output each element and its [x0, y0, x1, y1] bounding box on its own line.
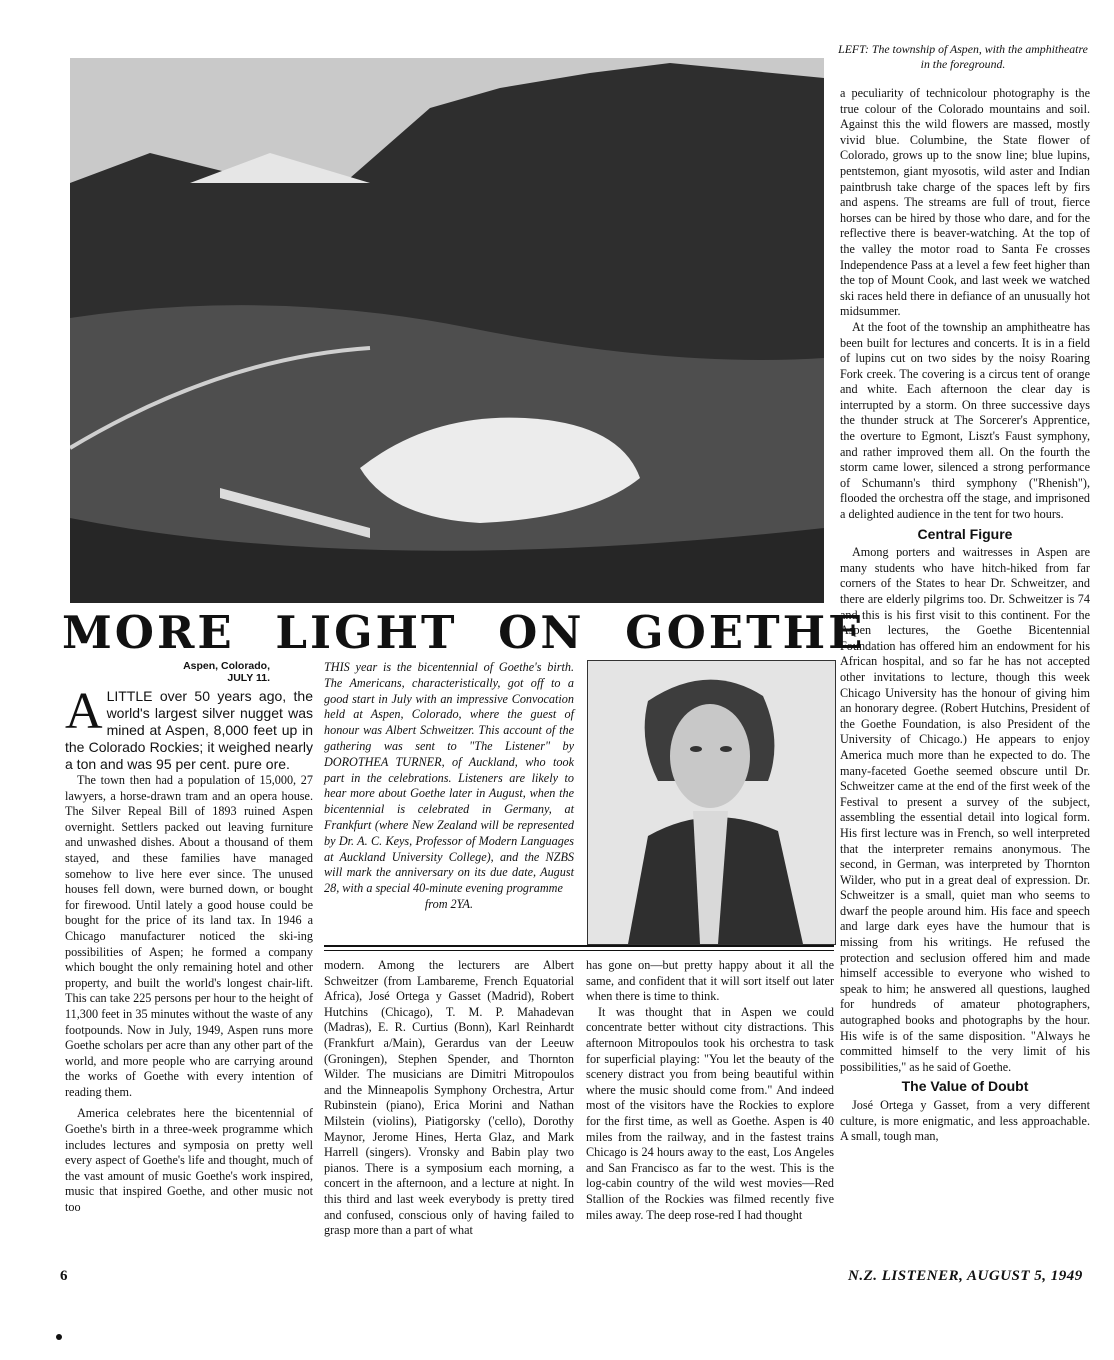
- paragraph: The town then had a population of 15,000, 27 lawyers, a horse-drawn tram and an opera house. The Silver Repeal Bill of 1893 ruined Aspen overnight. Settlers packed out leaving furniture and unwashed dishes. About a thousand of them stayed, and these families have managed somehow to live here ever since. The unused houses fell down, were burned down, or bought for firewood. Until lately a good house could be bought for the price of its land tax. In 1946 a Chicago manufacturer noticed the ski-ing possibilities of Aspen; he formed a company which bought the only remaining hotel and other property, and built the world's longest chair-lift. This can take 225 persons per hour to the height of 11,300 feet in 35 minutes without the waste of any footpounds. Now in July, 1949, Aspen runs more Goethe scholars per acre than any other part of the world, and more people who are carrying around the works of Goethe with every intention of reading them.: [65, 773, 313, 1099]
- paragraph: America celebrates here the bicentennial of Goethe's birth in a three-week programme which includes lectures and symposia on pretty well every aspect of Goethe's life and thought, much of the vast amount of music Goethe's work inspired, music that inspired Goethe, and other music not too: [65, 1106, 313, 1215]
- paragraph: José Ortega y Gasset, from a very different culture, is more enigmatic, and less approachable. A small, tough man,: [840, 1098, 1090, 1144]
- standfirst: [324, 660, 574, 913]
- paragraph: modern. Among the lecturers are Albert Schweitzer (from Lambareme, French Equatorial Africa), José Ortega y Gasset (Madrid), Robert Hutchins (Chicago), T. M. P. Mahadevan (Madras), E. R. Curtius (Bonn), Karl Reinhardt (Frankfurt a/Main), Gerardus van der Leeuw (Groningen), Stephen Spender, and Thornton Wilder. The musicians are Dimitri Mitropoulos and the Minneapolis Symphony Orchestra, Artur Rubinstein (piano), Erica Morini and Nathan Milstein (violins), Piatigorsky ('cello), Dorothy Maynor, Jerome Hines, Herta Glaz, and Mark Harrell (singers). Vronsky and Babin play two pianos. There is a symposium each morning, a concert in the afternoon, and a lecture at night. In this third and last week everybody is pretty tired and confused, conscious only of having failed to grasp more than a part of what: [324, 958, 574, 1238]
- subheading-central-figure: Central Figure: [917, 525, 1013, 542]
- section-rule: [324, 945, 834, 951]
- dateline-place: Aspen, Colorado,: [183, 660, 270, 672]
- goethe-portrait: [587, 660, 836, 945]
- dateline: [65, 660, 270, 684]
- dateline-date: JULY 11.: [227, 672, 270, 684]
- footer-masthead: N.Z. LISTENER, AUGUST 5, 1949: [848, 1268, 1083, 1284]
- lead-text: LITTLE over 50 years ago, the world's largest silver nugget was mined at Aspen, 8,000 feet up in the Colorado Rockies; it weighed nearly a ton and was 95 per cent. pure ore.: [65, 688, 313, 772]
- page-number: 6: [60, 1268, 68, 1284]
- paragraph: Among porters and waitresses in Aspen are many students who have hitch-hiked from far corners of the States to hear Dr. Schweitzer, and there are elderly pilgrims too. Dr. Schweitzer is 74 and this is his first visit to this continent. For the Aspen lectures, the Goethe Bicentennial Foundation has offered him an endowment for his African hospital, and so far he has not accepted other invitations to lecture, though this week Chicago University has the honour of giving him an honorary degree. (Robert Hutchins, President of the Goethe Foundation, is also President of the University of Chicago.) He appears to enjoy America much more than he expected to do. The many-faceted Goethe seemed obscure until Dr. Schweitzer came at the end of the first week of the Festival to present a survey of the subject, assembling the essential detail into logical form. His first lecture was in French, so well interpreted that the interpreter remains anonymous. The second, in German, was interpreted by Thornton Wilder, who put in a great deal of expression. Dr. Schweitzer is a small, quiet man who seems to dwarf the people around him. His face and speech and large dark eyes have the humour that is missing from his writings. He refused the protection and seclusion offered him and made himself accessible to everyone who wished to speak to him; he answered all questions, laughed for hundreds of amateur photographers, autographed books and photographs by the hour. His wife is of the same disposition. "Always he committed himself to the very limit of his possibilities," as he said of Goethe.: [840, 545, 1090, 1074]
- standfirst-text: THIS year is the bicentennial of Goethe's birth. The Americans, characteristically, got off to a good start in July with an impressive Convocation held at Aspen, Colorado, where the guest of honour was Albert Schweitzer. This account of the gathering was sent to "The Listener" by DOROTHEA TURNER, of Auckland, who took part in the celebrations. Listeners are likely to hear more about Goethe later in August, when the bicentennial is celebrated in Germany, at Frankfurt (where New Zealand will be represented by Dr. A. C. Keys, Professor of Modern Languages at Auckland University College), and the NZBS will mark the anniversary on its due date, August 28, with a special 40-minute evening programme: [324, 660, 574, 896]
- subheading-value-of-doubt: The Value of Doubt: [901, 1078, 1029, 1095]
- paragraph: At the foot of the township an amphitheatre has been built for lectures and concerts. It is in a field of lupins cut on two sides by the noisy Roaring Fork creek. The covering is a circus tent of orange and white. Each afternoon the clear day is interrupted by a storm. On three successive days the thunder struck at The Sorcerer's Apprentice, the overture to Egmont, Liszt's Faust symphony, and rather improved them all. On the fourth the storm came lower, silenced a strong performance of Schumann's third symphony ("Rhenish"), flooded the orchestra off the stage, and imprisoned a delighted audience in the tent for two hours.: [840, 319, 1090, 522]
- drop-cap: A: [65, 683, 103, 740]
- column-3: [586, 958, 834, 1223]
- page-mark: [56, 1334, 62, 1340]
- paragraph: a peculiarity of technicolour photography is the true colour of the Colorado mountains and soil. Against this the wild flowers are massed, mostly vivid blue. Columbine, the State flower of Colorado, grows up to the snow line; blue lupins, pentstemon, giant myosotis, wild aster and Indian paintbrush take charge of the spaces left by firs and aspens. The streams are full of trout, fierce horses can be hired by those who dare, and for the reflective there is beaver-watching. At the top of the valley the motor road to Santa Fe crosses Independence Pass at a level a few feet higher than the top of Mount Cook, and last week we watched ski races held there in defiance of an unusually hot midsummer.: [840, 86, 1090, 319]
- column-2: [324, 958, 574, 1239]
- paragraph: It was thought that in Aspen we could concentrate better without city distractions. This afternoon Mitropoulos took his orchestra to task for superficial playing: "You let the beauty of the scenery distract you from being beautiful within where the music should come from." And indeed most of the visitors have the Rockies to explore for the first time, as well as Goethe. Aspen is 40 miles from the railway, and in the fastest trains Chicago is 24 hours away to the east, Los Angeles and San Francisco as far to the west. This is the log-cabin country of the wild west movies—Red Stallion of the Rockies was filmed recently five miles away. The deep rose-red I had thought: [586, 1004, 834, 1222]
- headline: MORE LIGHT ON GOETHE: [62, 606, 866, 659]
- column-1: [65, 660, 313, 1216]
- photo-caption: LEFT: The township of Aspen, with the amphitheatre in the foreground.: [838, 42, 1088, 71]
- column-4: [840, 86, 1090, 1145]
- aspen-township-photo: [70, 58, 824, 603]
- lead-paragraph: [65, 683, 313, 773]
- standfirst-end: from 2YA.: [424, 896, 474, 911]
- paragraph: has gone on—but pretty happy about it all the same, and confident that it will sort itself out later when there is time to think.: [586, 958, 834, 1004]
